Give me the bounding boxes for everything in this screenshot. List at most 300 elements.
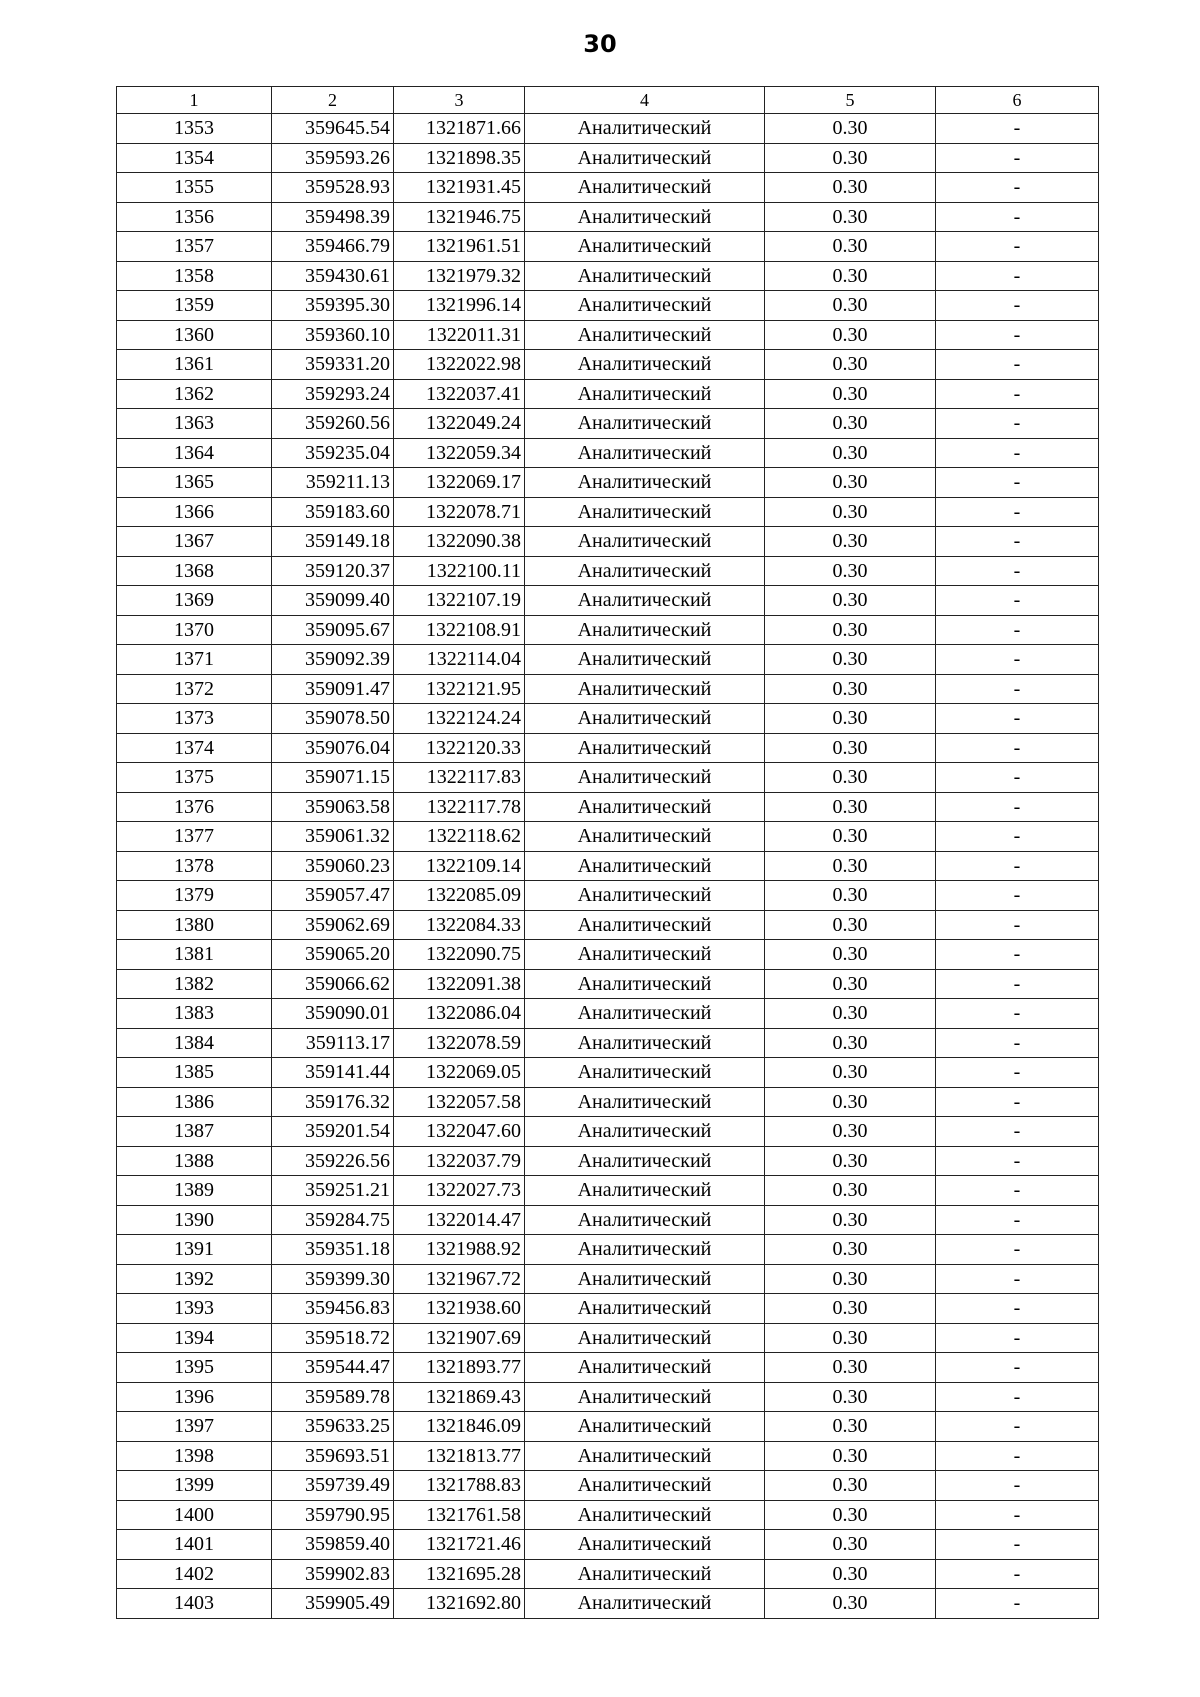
point-number-cell: 1363 [117, 409, 272, 439]
table-row [117, 1353, 1099, 1383]
error-cell: 0.30 [765, 1117, 936, 1147]
y-coordinate-cell: 1322078.59 [394, 1028, 525, 1058]
table-body [117, 114, 1099, 1619]
method-cell: Аналитический [525, 1530, 765, 1560]
x-coordinate-cell: 359593.26 [272, 143, 394, 173]
table-row [117, 1382, 1099, 1412]
point-number-cell: 1367 [117, 527, 272, 557]
note-cell: - [936, 1353, 1099, 1383]
y-coordinate-cell: 1322047.60 [394, 1117, 525, 1147]
x-coordinate-cell: 359399.30 [272, 1264, 394, 1294]
x-coordinate-cell: 359739.49 [272, 1471, 394, 1501]
y-coordinate-cell: 1322059.34 [394, 438, 525, 468]
x-coordinate-cell: 359633.25 [272, 1412, 394, 1442]
method-cell: Аналитический [525, 1323, 765, 1353]
point-number-cell: 1383 [117, 999, 272, 1029]
y-coordinate-cell: 1322109.14 [394, 851, 525, 881]
note-cell: - [936, 674, 1099, 704]
point-number-cell: 1399 [117, 1471, 272, 1501]
error-cell: 0.30 [765, 851, 936, 881]
error-cell: 0.30 [765, 881, 936, 911]
error-cell: 0.30 [765, 1146, 936, 1176]
x-coordinate-cell: 359902.83 [272, 1559, 394, 1589]
y-coordinate-cell: 1321979.32 [394, 261, 525, 291]
table-row [117, 1264, 1099, 1294]
note-cell: - [936, 1087, 1099, 1117]
error-cell: 0.30 [765, 202, 936, 232]
method-cell: Аналитический [525, 232, 765, 262]
note-cell: - [936, 114, 1099, 144]
x-coordinate-cell: 359645.54 [272, 114, 394, 144]
x-coordinate-cell: 359251.21 [272, 1176, 394, 1206]
point-number-cell: 1387 [117, 1117, 272, 1147]
note-cell: - [936, 1500, 1099, 1530]
point-number-cell: 1395 [117, 1353, 272, 1383]
header-col-5: 5 [765, 87, 936, 114]
note-cell: - [936, 586, 1099, 616]
note-cell: - [936, 969, 1099, 999]
note-cell: - [936, 320, 1099, 350]
error-cell: 0.30 [765, 261, 936, 291]
method-cell: Аналитический [525, 1087, 765, 1117]
note-cell: - [936, 350, 1099, 380]
error-cell: 0.30 [765, 674, 936, 704]
header-row [117, 87, 1099, 114]
point-number-cell: 1353 [117, 114, 272, 144]
method-cell: Аналитический [525, 1353, 765, 1383]
error-cell: 0.30 [765, 733, 936, 763]
table-row [117, 586, 1099, 616]
method-cell: Аналитический [525, 1589, 765, 1619]
y-coordinate-cell: 1321967.72 [394, 1264, 525, 1294]
y-coordinate-cell: 1321871.66 [394, 114, 525, 144]
table-row [117, 232, 1099, 262]
y-coordinate-cell: 1322022.98 [394, 350, 525, 380]
table-row [117, 1589, 1099, 1619]
x-coordinate-cell: 359859.40 [272, 1530, 394, 1560]
x-coordinate-cell: 359066.62 [272, 969, 394, 999]
note-cell: - [936, 1412, 1099, 1442]
point-number-cell: 1390 [117, 1205, 272, 1235]
method-cell: Аналитический [525, 1058, 765, 1088]
error-cell: 0.30 [765, 1412, 936, 1442]
error-cell: 0.30 [765, 1264, 936, 1294]
header-col-6: 6 [936, 87, 1099, 114]
table-row [117, 1087, 1099, 1117]
method-cell: Аналитический [525, 291, 765, 321]
y-coordinate-cell: 1321988.92 [394, 1235, 525, 1265]
table-row [117, 910, 1099, 940]
method-cell: Аналитический [525, 822, 765, 852]
table-row [117, 733, 1099, 763]
page-number: 30 [583, 30, 617, 58]
error-cell: 0.30 [765, 320, 936, 350]
table-row [117, 763, 1099, 793]
y-coordinate-cell: 1321898.35 [394, 143, 525, 173]
method-cell: Аналитический [525, 615, 765, 645]
error-cell: 0.30 [765, 350, 936, 380]
x-coordinate-cell: 359078.50 [272, 704, 394, 734]
point-number-cell: 1402 [117, 1559, 272, 1589]
point-number-cell: 1362 [117, 379, 272, 409]
note-cell: - [936, 940, 1099, 970]
x-coordinate-cell: 359360.10 [272, 320, 394, 350]
method-cell: Аналитический [525, 969, 765, 999]
table-row [117, 409, 1099, 439]
method-cell: Аналитический [525, 1235, 765, 1265]
table-row [117, 261, 1099, 291]
note-cell: - [936, 173, 1099, 203]
error-cell: 0.30 [765, 114, 936, 144]
x-coordinate-cell: 359589.78 [272, 1382, 394, 1412]
x-coordinate-cell: 359693.51 [272, 1441, 394, 1471]
table-row [117, 202, 1099, 232]
y-coordinate-cell: 1322078.71 [394, 497, 525, 527]
x-coordinate-cell: 359226.56 [272, 1146, 394, 1176]
method-cell: Аналитический [525, 999, 765, 1029]
point-number-cell: 1359 [117, 291, 272, 321]
method-cell: Аналитический [525, 1294, 765, 1324]
method-cell: Аналитический [525, 114, 765, 144]
note-cell: - [936, 733, 1099, 763]
table-row [117, 1028, 1099, 1058]
table-row [117, 999, 1099, 1029]
note-cell: - [936, 881, 1099, 911]
point-number-cell: 1364 [117, 438, 272, 468]
point-number-cell: 1371 [117, 645, 272, 675]
error-cell: 0.30 [765, 1382, 936, 1412]
error-cell: 0.30 [765, 438, 936, 468]
y-coordinate-cell: 1322085.09 [394, 881, 525, 911]
method-cell: Аналитический [525, 1176, 765, 1206]
y-coordinate-cell: 1322037.41 [394, 379, 525, 409]
y-coordinate-cell: 1321869.43 [394, 1382, 525, 1412]
x-coordinate-cell: 359430.61 [272, 261, 394, 291]
note-cell: - [936, 1205, 1099, 1235]
coordinates-table [116, 86, 1099, 1619]
x-coordinate-cell: 359211.13 [272, 468, 394, 498]
note-cell: - [936, 910, 1099, 940]
y-coordinate-cell: 1321695.28 [394, 1559, 525, 1589]
header-col-2: 2 [272, 87, 394, 114]
note-cell: - [936, 1117, 1099, 1147]
error-cell: 0.30 [765, 822, 936, 852]
x-coordinate-cell: 359518.72 [272, 1323, 394, 1353]
x-coordinate-cell: 359905.49 [272, 1589, 394, 1619]
table-row [117, 1559, 1099, 1589]
method-cell: Аналитический [525, 1412, 765, 1442]
y-coordinate-cell: 1322037.79 [394, 1146, 525, 1176]
table-row [117, 143, 1099, 173]
note-cell: - [936, 379, 1099, 409]
y-coordinate-cell: 1322084.33 [394, 910, 525, 940]
table-header [117, 87, 1099, 114]
note-cell: - [936, 1146, 1099, 1176]
x-coordinate-cell: 359293.24 [272, 379, 394, 409]
y-coordinate-cell: 1322069.05 [394, 1058, 525, 1088]
point-number-cell: 1389 [117, 1176, 272, 1206]
y-coordinate-cell: 1322114.04 [394, 645, 525, 675]
x-coordinate-cell: 359063.58 [272, 792, 394, 822]
y-coordinate-cell: 1321893.77 [394, 1353, 525, 1383]
error-cell: 0.30 [765, 497, 936, 527]
table-row [117, 1530, 1099, 1560]
x-coordinate-cell: 359528.93 [272, 173, 394, 203]
point-number-cell: 1392 [117, 1264, 272, 1294]
note-cell: - [936, 468, 1099, 498]
point-number-cell: 1374 [117, 733, 272, 763]
note-cell: - [936, 527, 1099, 557]
y-coordinate-cell: 1322107.19 [394, 586, 525, 616]
x-coordinate-cell: 359544.47 [272, 1353, 394, 1383]
y-coordinate-cell: 1322118.62 [394, 822, 525, 852]
method-cell: Аналитический [525, 1205, 765, 1235]
method-cell: Аналитический [525, 1500, 765, 1530]
point-number-cell: 1384 [117, 1028, 272, 1058]
x-coordinate-cell: 359260.56 [272, 409, 394, 439]
y-coordinate-cell: 1321938.60 [394, 1294, 525, 1324]
point-number-cell: 1356 [117, 202, 272, 232]
point-number-cell: 1381 [117, 940, 272, 970]
note-cell: - [936, 763, 1099, 793]
y-coordinate-cell: 1322090.75 [394, 940, 525, 970]
error-cell: 0.30 [765, 143, 936, 173]
y-coordinate-cell: 1322069.17 [394, 468, 525, 498]
table-row [117, 822, 1099, 852]
point-number-cell: 1400 [117, 1500, 272, 1530]
point-number-cell: 1379 [117, 881, 272, 911]
y-coordinate-cell: 1322100.11 [394, 556, 525, 586]
error-cell: 0.30 [765, 1235, 936, 1265]
x-coordinate-cell: 359090.01 [272, 999, 394, 1029]
x-coordinate-cell: 359466.79 [272, 232, 394, 262]
x-coordinate-cell: 359099.40 [272, 586, 394, 616]
x-coordinate-cell: 359790.95 [272, 1500, 394, 1530]
note-cell: - [936, 1589, 1099, 1619]
table-row [117, 468, 1099, 498]
table-row [117, 704, 1099, 734]
header-col-4: 4 [525, 87, 765, 114]
point-number-cell: 1386 [117, 1087, 272, 1117]
error-cell: 0.30 [765, 910, 936, 940]
method-cell: Аналитический [525, 1117, 765, 1147]
error-cell: 0.30 [765, 1058, 936, 1088]
note-cell: - [936, 556, 1099, 586]
point-number-cell: 1361 [117, 350, 272, 380]
method-cell: Аналитический [525, 527, 765, 557]
y-coordinate-cell: 1321761.58 [394, 1500, 525, 1530]
point-number-cell: 1373 [117, 704, 272, 734]
error-cell: 0.30 [765, 1294, 936, 1324]
y-coordinate-cell: 1322011.31 [394, 320, 525, 350]
method-cell: Аналитический [525, 261, 765, 291]
error-cell: 0.30 [765, 940, 936, 970]
method-cell: Аналитический [525, 438, 765, 468]
method-cell: Аналитический [525, 173, 765, 203]
error-cell: 0.30 [765, 999, 936, 1029]
method-cell: Аналитический [525, 556, 765, 586]
note-cell: - [936, 822, 1099, 852]
error-cell: 0.30 [765, 792, 936, 822]
y-coordinate-cell: 1321961.51 [394, 232, 525, 262]
method-cell: Аналитический [525, 704, 765, 734]
error-cell: 0.30 [765, 1353, 936, 1383]
point-number-cell: 1357 [117, 232, 272, 262]
y-coordinate-cell: 1322049.24 [394, 409, 525, 439]
note-cell: - [936, 1058, 1099, 1088]
point-number-cell: 1396 [117, 1382, 272, 1412]
table-row [117, 497, 1099, 527]
y-coordinate-cell: 1321907.69 [394, 1323, 525, 1353]
table-row [117, 1117, 1099, 1147]
table-row [117, 173, 1099, 203]
table-row [117, 379, 1099, 409]
note-cell: - [936, 232, 1099, 262]
method-cell: Аналитический [525, 674, 765, 704]
method-cell: Аналитический [525, 763, 765, 793]
point-number-cell: 1397 [117, 1412, 272, 1442]
method-cell: Аналитический [525, 792, 765, 822]
x-coordinate-cell: 359201.54 [272, 1117, 394, 1147]
y-coordinate-cell: 1322014.47 [394, 1205, 525, 1235]
table-row [117, 645, 1099, 675]
y-coordinate-cell: 1322057.58 [394, 1087, 525, 1117]
note-cell: - [936, 143, 1099, 173]
note-cell: - [936, 1264, 1099, 1294]
error-cell: 0.30 [765, 1471, 936, 1501]
error-cell: 0.30 [765, 232, 936, 262]
y-coordinate-cell: 1321813.77 [394, 1441, 525, 1471]
method-cell: Аналитический [525, 851, 765, 881]
table-row [117, 1176, 1099, 1206]
error-cell: 0.30 [765, 1176, 936, 1206]
error-cell: 0.30 [765, 291, 936, 321]
point-number-cell: 1365 [117, 468, 272, 498]
note-cell: - [936, 1530, 1099, 1560]
note-cell: - [936, 1382, 1099, 1412]
note-cell: - [936, 999, 1099, 1029]
table-row [117, 320, 1099, 350]
y-coordinate-cell: 1321996.14 [394, 291, 525, 321]
error-cell: 0.30 [765, 1530, 936, 1560]
method-cell: Аналитический [525, 1146, 765, 1176]
y-coordinate-cell: 1322120.33 [394, 733, 525, 763]
table-row [117, 291, 1099, 321]
point-number-cell: 1368 [117, 556, 272, 586]
y-coordinate-cell: 1322121.95 [394, 674, 525, 704]
method-cell: Аналитический [525, 350, 765, 380]
x-coordinate-cell: 359183.60 [272, 497, 394, 527]
y-coordinate-cell: 1321788.83 [394, 1471, 525, 1501]
point-number-cell: 1385 [117, 1058, 272, 1088]
error-cell: 0.30 [765, 409, 936, 439]
point-number-cell: 1366 [117, 497, 272, 527]
table-row [117, 350, 1099, 380]
method-cell: Аналитический [525, 733, 765, 763]
table-row [117, 438, 1099, 468]
x-coordinate-cell: 359061.32 [272, 822, 394, 852]
table-row [117, 1412, 1099, 1442]
note-cell: - [936, 1294, 1099, 1324]
table-row [117, 1235, 1099, 1265]
error-cell: 0.30 [765, 556, 936, 586]
x-coordinate-cell: 359095.67 [272, 615, 394, 645]
y-coordinate-cell: 1322117.83 [394, 763, 525, 793]
method-cell: Аналитический [525, 320, 765, 350]
x-coordinate-cell: 359235.04 [272, 438, 394, 468]
y-coordinate-cell: 1321946.75 [394, 202, 525, 232]
y-coordinate-cell: 1321931.45 [394, 173, 525, 203]
method-cell: Аналитический [525, 468, 765, 498]
y-coordinate-cell: 1322108.91 [394, 615, 525, 645]
note-cell: - [936, 291, 1099, 321]
x-coordinate-cell: 359351.18 [272, 1235, 394, 1265]
error-cell: 0.30 [765, 468, 936, 498]
error-cell: 0.30 [765, 615, 936, 645]
error-cell: 0.30 [765, 704, 936, 734]
table-row [117, 674, 1099, 704]
method-cell: Аналитический [525, 586, 765, 616]
method-cell: Аналитический [525, 202, 765, 232]
y-coordinate-cell: 1322090.38 [394, 527, 525, 557]
error-cell: 0.30 [765, 969, 936, 999]
table-row [117, 1500, 1099, 1530]
y-coordinate-cell: 1322027.73 [394, 1176, 525, 1206]
x-coordinate-cell: 359065.20 [272, 940, 394, 970]
error-cell: 0.30 [765, 379, 936, 409]
point-number-cell: 1369 [117, 586, 272, 616]
table-row [117, 1471, 1099, 1501]
table-row [117, 881, 1099, 911]
table-row [117, 1205, 1099, 1235]
x-coordinate-cell: 359395.30 [272, 291, 394, 321]
y-coordinate-cell: 1322086.04 [394, 999, 525, 1029]
x-coordinate-cell: 359456.83 [272, 1294, 394, 1324]
method-cell: Аналитический [525, 1559, 765, 1589]
table-row [117, 556, 1099, 586]
note-cell: - [936, 1176, 1099, 1206]
x-coordinate-cell: 359062.69 [272, 910, 394, 940]
note-cell: - [936, 1471, 1099, 1501]
method-cell: Аналитический [525, 1382, 765, 1412]
method-cell: Аналитический [525, 1028, 765, 1058]
note-cell: - [936, 202, 1099, 232]
note-cell: - [936, 261, 1099, 291]
x-coordinate-cell: 359091.47 [272, 674, 394, 704]
table-row [117, 1441, 1099, 1471]
note-cell: - [936, 704, 1099, 734]
y-coordinate-cell: 1322117.78 [394, 792, 525, 822]
table-row [117, 527, 1099, 557]
point-number-cell: 1372 [117, 674, 272, 704]
note-cell: - [936, 438, 1099, 468]
note-cell: - [936, 1323, 1099, 1353]
error-cell: 0.30 [765, 763, 936, 793]
note-cell: - [936, 497, 1099, 527]
note-cell: - [936, 792, 1099, 822]
header-col-1: 1 [117, 87, 272, 114]
point-number-cell: 1394 [117, 1323, 272, 1353]
note-cell: - [936, 1235, 1099, 1265]
point-number-cell: 1401 [117, 1530, 272, 1560]
x-coordinate-cell: 359141.44 [272, 1058, 394, 1088]
point-number-cell: 1360 [117, 320, 272, 350]
error-cell: 0.30 [765, 1205, 936, 1235]
point-number-cell: 1378 [117, 851, 272, 881]
x-coordinate-cell: 359057.47 [272, 881, 394, 911]
method-cell: Аналитический [525, 1441, 765, 1471]
point-number-cell: 1376 [117, 792, 272, 822]
